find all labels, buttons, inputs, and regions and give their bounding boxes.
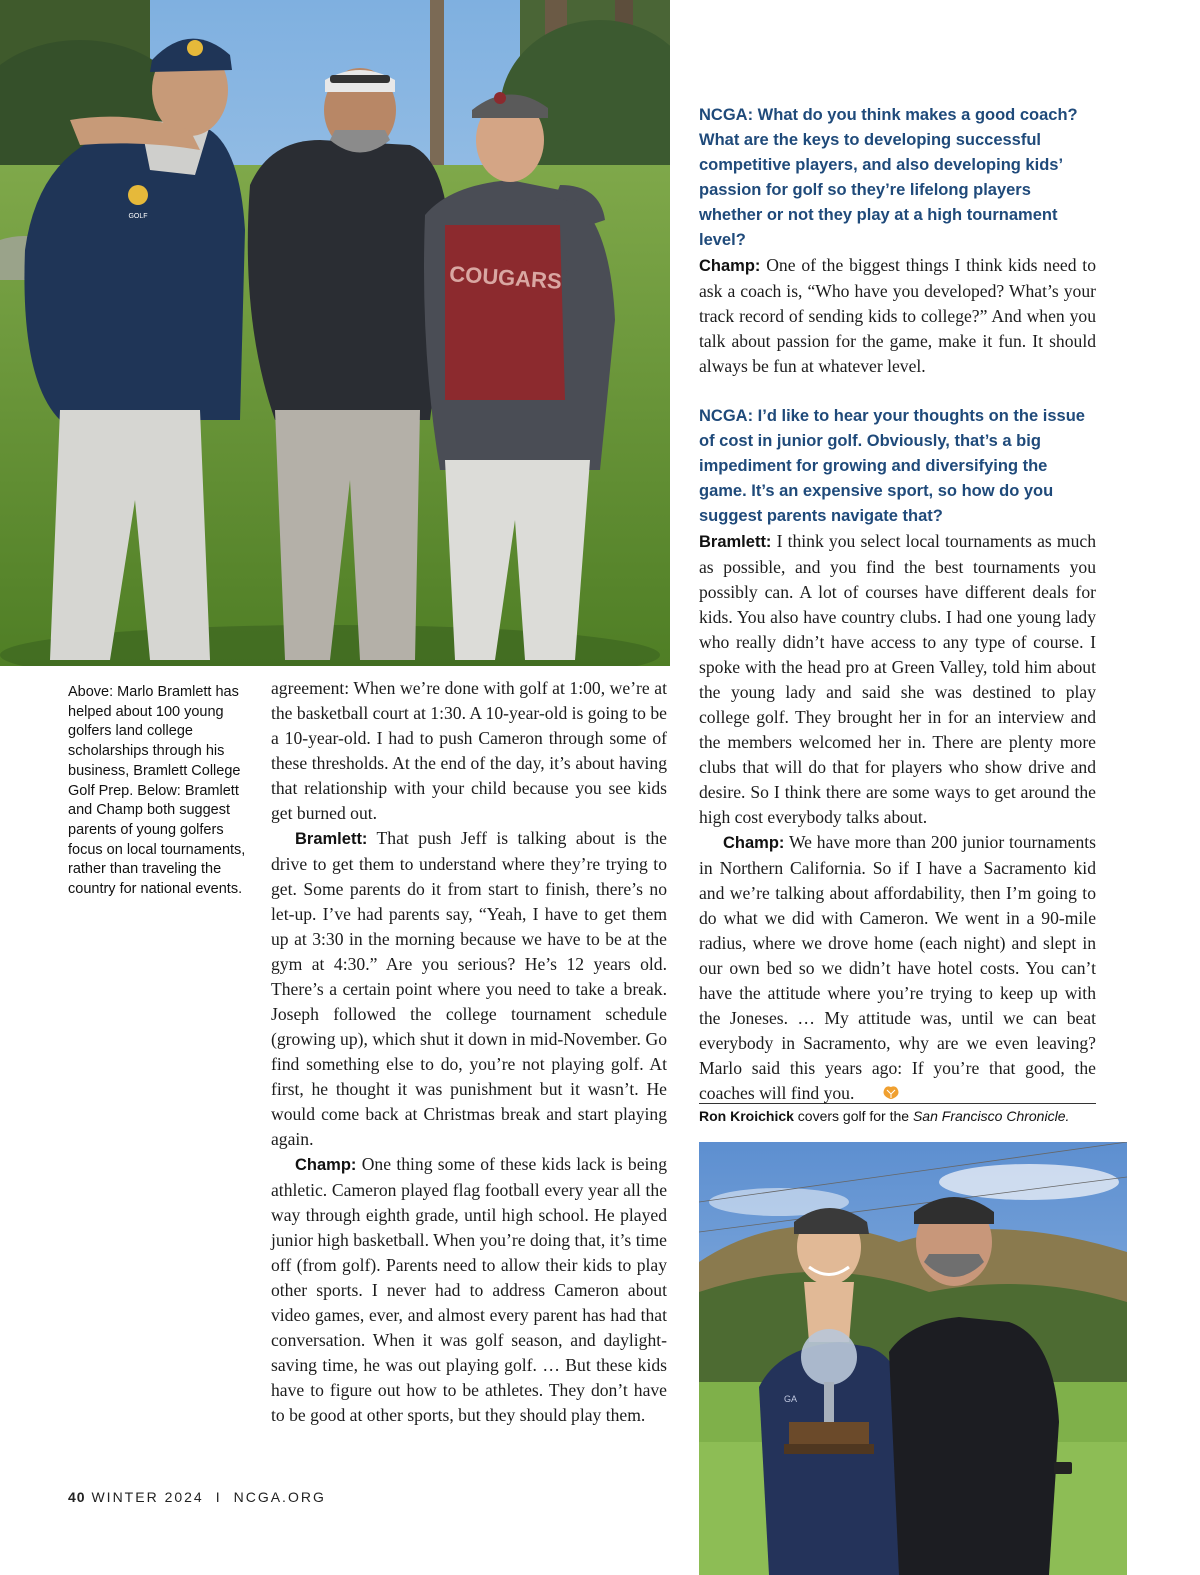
- interview-question: NCGA: What do you think makes a good coach? What are the keys to developing successful competitive players, and also developing kids’ passion for golf so they’re lifelong players whether or not they play at a high tournament level?: [699, 106, 1078, 249]
- speaker-label: Champ:: [723, 834, 785, 852]
- page-footer: [68, 1489, 326, 1505]
- bottom-photo: [699, 1142, 1127, 1575]
- paragraph: [271, 1152, 667, 1428]
- paragraph-text: That push Jeff is talking about is the drive to get them to understand where they’re trying to get. Some parents do it from start to finish, there’s no let-up. I’ve had parents say, “Yeah, I have to get them up at 3:30 in the morning because we have to be at the gym at 4:30.” Are you serious? He’s 12 years old. There’s a certain point where you need to take a break. Joseph followed the college tournament schedule (growing up), which shut it down in mid-November. Go find something else to do, you’re not playing golf. At first, he thought it was punishment but it wasn’t. He would come back at Christmas break and start playing again.: [271, 828, 667, 1149]
- top-photo: [0, 0, 670, 666]
- paragraph: [699, 253, 1096, 379]
- site-link[interactable]: NCGA.ORG: [233, 1489, 326, 1505]
- speaker-label: Champ:: [295, 1156, 357, 1174]
- interview-question: NCGA: I’d like to hear your thoughts on the issue of cost in junior golf. Obviously, that’s a big impediment for growing and diversifying the game. It’s an expensive sport, so how do you suggest parents navigate that?: [699, 407, 1085, 525]
- footer-separator: I: [215, 1489, 222, 1505]
- paragraph: [699, 529, 1096, 830]
- speaker-label: Champ:: [699, 257, 761, 275]
- paragraph: [271, 826, 667, 1152]
- page-number: 40: [68, 1489, 86, 1505]
- paragraph-text: I think you select local tournaments as much as possible, and you find the best tournaments you possibly can. A lot of courses have different deals for kids. You also have country clubs. I had one young lady who really didn’t have access to any type of course. I spoke with the head pro at Green Valley, told him about the young lady and said she was destined to play college golf. They brought her in for an interview and the members welcomed her in. There are plenty more clubs that will do that for players who show drive and desire. So I think there are some ways to get around the high cost everybody talks about.: [699, 531, 1096, 827]
- paragraph-text: agreement: When we’re done with golf at 1:00, we’re at the basketball court at 1:30. A 10-year-old is going to be a 10-year-old. I had to push Cameron through some of these thresholds. At the end of the day, it’s about having that relationship with your child because you see kids get burned out.: [271, 678, 667, 823]
- middle-column: [271, 676, 667, 1428]
- author-byline: [699, 1103, 1096, 1124]
- byline-text: covers golf for the: [793, 1108, 913, 1124]
- paragraph-text: One thing some of these kids lack is being athletic. Cameron played flag football every year all the way through eighth grade, until high school. He played junior high basketball. When you’re doing that, it’s time off (from golf). Parents need to allow their kids to play other sports. I never had to address Cameron about video games, ever, and almost every parent has had that conversation. When it was golf season, and daylight-saving time, he was out playing golf. … But these kids have to figure out how to be athletes. They don’t have to be good at other sports, but they should play them.: [271, 1154, 667, 1425]
- paragraph: [699, 830, 1096, 1108]
- cap-logo-text: GOLF: [128, 213, 148, 220]
- paragraph-text: One of the biggest things I think kids need to ask a coach is, “Who have you developed? What’s your track record of sending kids to college?” And when you talk about passion for the game, make it fun. It should always be fun at whatever level.: [699, 255, 1096, 376]
- author-name: Ron Kroichick: [699, 1108, 794, 1124]
- photo-caption: Above: Marlo Bramlett has helped about 100 young golfers land college scholarships through his business, Bramlett College Golf Prep. Below: Bramlett and Champ both suggest parents of young golfers focus on local tournaments, rather than traveling the country for national events.: [68, 684, 246, 898]
- speaker-label: Bramlett:: [295, 830, 368, 848]
- paragraph: [271, 676, 667, 826]
- paragraph-text: We have more than 200 junior tournaments in Northern California. So if I have a Sacramento kid and we’re talking about affordability, then I’m going to do what we did with Cameron. We went in a 90-mile radius, where we drove home (each night) and slept in our own bed so we didn’t have hotel costs. You can’t have the attitude where you’re trying to keep up with the Joneses. … My attitude was, until we can beat everybody in Sacramento, why are we even leaving? Marlo said this years ago: If you’re that good, the coaches will find you.: [699, 832, 1096, 1103]
- right-column: [699, 103, 1096, 1108]
- speaker-label: Bramlett:: [699, 533, 772, 551]
- shirt-logo-text: GA: [784, 1394, 798, 1404]
- publication-name: San Francisco Chronicle.: [912, 1108, 1070, 1124]
- shirt-text: COUGARS: [448, 261, 563, 294]
- issue-label: WINTER 2024: [91, 1489, 204, 1505]
